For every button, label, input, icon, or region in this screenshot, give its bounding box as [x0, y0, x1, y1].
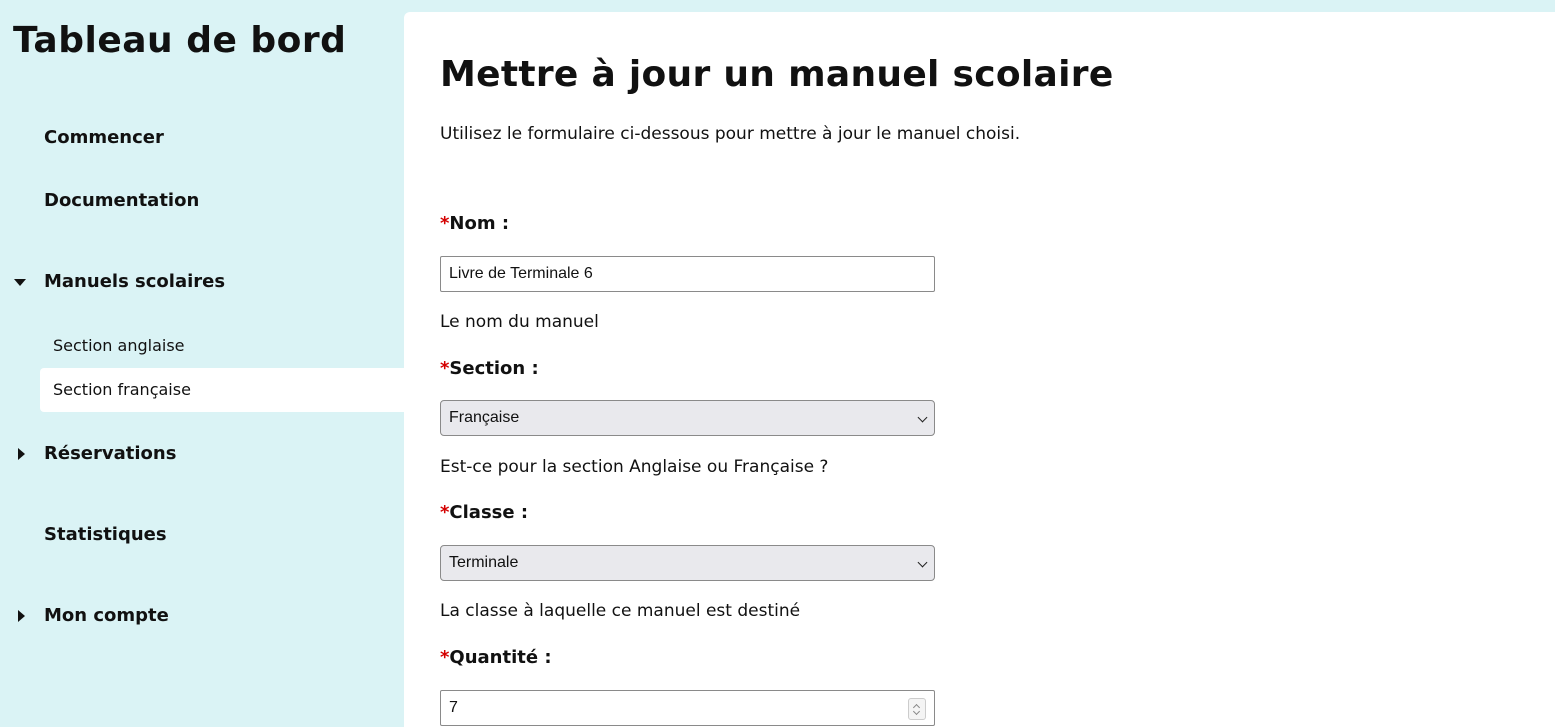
classe-help: La classe à laquelle ce manuel est destiné: [440, 601, 801, 621]
classe-select-value: Terminale: [449, 554, 519, 571]
quantite-input-value: 7: [449, 699, 458, 716]
sidebar-item-manuels-scolaires[interactable]: [0, 271, 300, 293]
chevron-down-icon: [918, 413, 928, 423]
section-label-text: Section :: [449, 358, 539, 379]
required-marker: *: [440, 647, 450, 668]
sidebar-subitem-section-anglaise[interactable]: [40, 324, 404, 368]
classe-label-text: Classe :: [449, 502, 529, 523]
section-select[interactable]: [440, 400, 935, 436]
main-content: [404, 12, 1555, 727]
nom-input[interactable]: [440, 256, 935, 292]
quantite-label-text: Quantité :: [449, 647, 552, 668]
required-marker: *: [440, 213, 450, 234]
sidebar-subitem-section-francaise[interactable]: [40, 368, 404, 412]
required-marker: *: [440, 358, 450, 379]
chevron-down-icon: [918, 558, 928, 568]
spinner-down-icon[interactable]: [913, 708, 920, 715]
sidebar-subitem-label: Section française: [53, 380, 191, 399]
page-title: Mettre à jour un manuel scolaire: [440, 54, 1114, 95]
caret-right-icon: [18, 610, 25, 622]
nom-input-value: Livre de Terminale 6: [449, 265, 593, 282]
required-marker: *: [440, 502, 450, 523]
classe-select[interactable]: [440, 545, 935, 581]
sidebar-item-label: Réservations: [44, 443, 177, 464]
section-help: Est-ce pour la section Anglaise ou Française ?: [440, 457, 829, 477]
nom-label: [440, 213, 509, 234]
sidebar-item-label: Mon compte: [44, 605, 169, 626]
section-label: [440, 358, 539, 379]
section-select-value: Française: [449, 409, 520, 426]
sidebar-item-label: Commencer: [44, 127, 164, 148]
sidebar: [0, 0, 404, 727]
sidebar-subitem-label: Section anglaise: [53, 336, 185, 355]
quantite-input[interactable]: [440, 690, 935, 726]
quantite-label: [440, 647, 552, 668]
sidebar-item-label: Documentation: [44, 190, 200, 211]
nom-help: Le nom du manuel: [440, 312, 599, 332]
number-spinner[interactable]: [908, 698, 926, 720]
sidebar-title: Tableau de bord: [13, 20, 347, 61]
caret-down-icon: [14, 279, 26, 286]
sidebar-item-mon-compte[interactable]: [0, 605, 300, 627]
classe-label: [440, 502, 528, 523]
nom-label-text: Nom :: [449, 213, 510, 234]
sidebar-item-label: Statistiques: [44, 524, 167, 545]
intro-text: Utilisez le formulaire ci-dessous pour mettre à jour le manuel choisi.: [440, 124, 1021, 144]
sidebar-item-reservations[interactable]: [0, 443, 300, 465]
sidebar-item-label: Manuels scolaires: [44, 271, 226, 292]
caret-right-icon: [18, 448, 25, 460]
